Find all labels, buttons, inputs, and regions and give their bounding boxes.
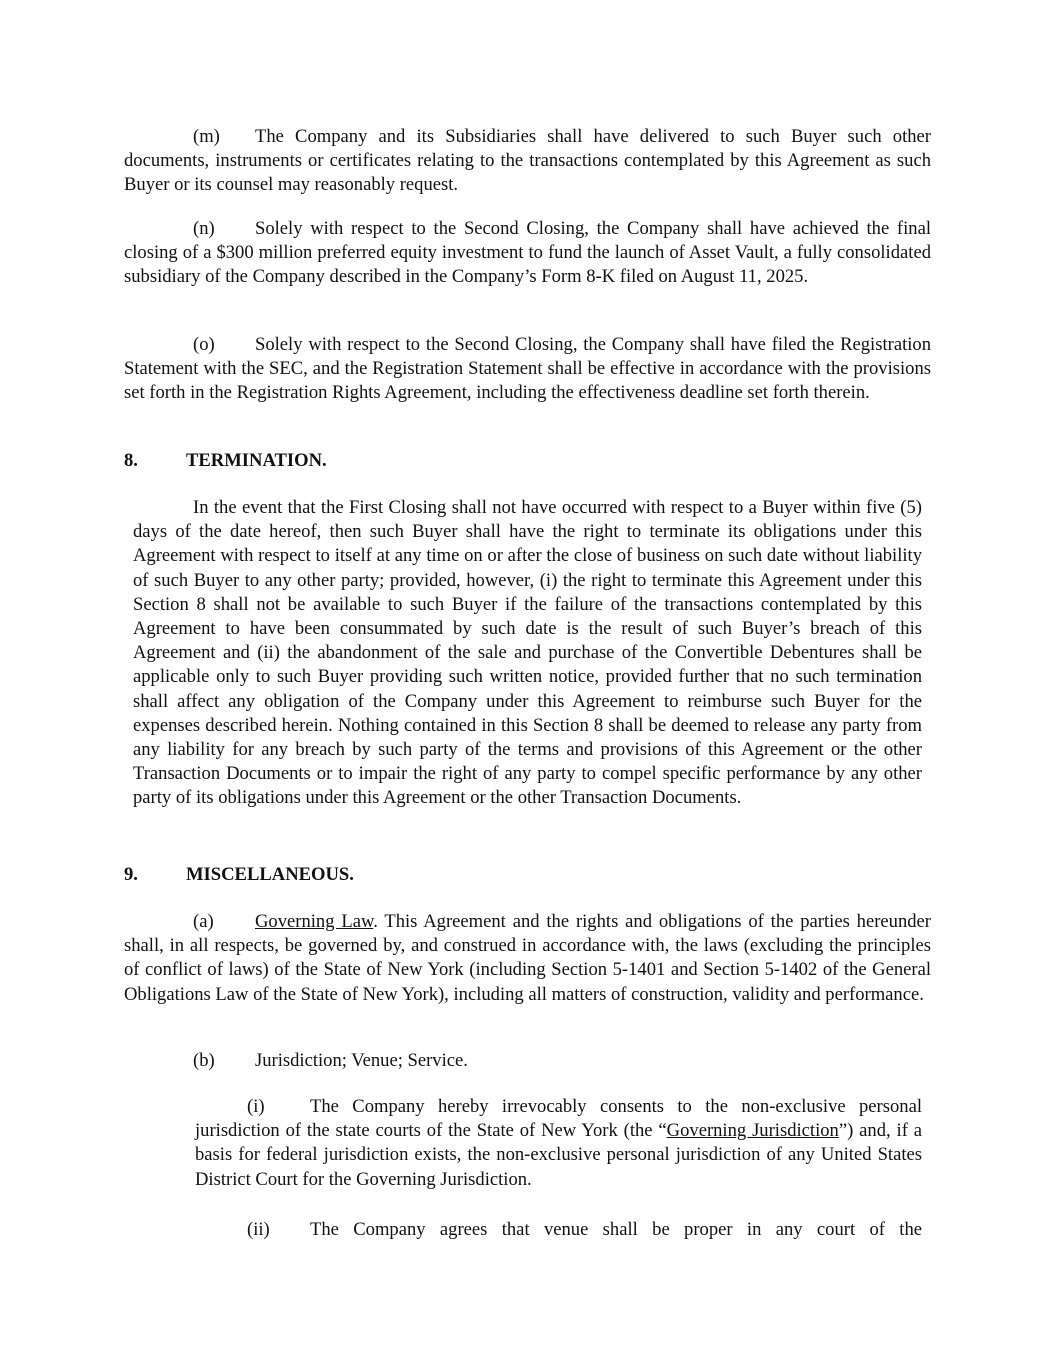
paragraph-label: (ii) bbox=[247, 1219, 270, 1240]
paragraph-a bbox=[124, 910, 931, 1007]
paragraph-o bbox=[124, 333, 931, 406]
paragraph-label: (b) bbox=[193, 1050, 215, 1071]
paragraph-text: The Company hereby irrevocably consents to the non-exclusive personal jurisdiction of the state courts of the State of New York (the “ bbox=[195, 1096, 922, 1142]
paragraph-text: The Company and its Subsidiaries shall have delivered to such Buyer such other documents, instruments or certificates relating to the transactions contemplated by this Agreement as such Buyer or its counsel may reasonably request. bbox=[124, 126, 931, 196]
termination-body bbox=[133, 496, 922, 811]
paragraph-text: In the event that the First Closing shall not have occurred with respect to a Buyer within five (5) days of the date hereof, then such Buyer shall have the right to terminate its obligations under this Agreement with respect to itself at any time on or after the close of business on such date without liability of such Buyer to any other party; provided, however, (i) the right to terminate this Agreement under this Section 8 shall not be available to such Buyer if the failure of the transactions contemplated by this Agreement to have been consummated by such date is the result of such Buyer’s breach of this Agreement and (ii) the abandonment of the sale and purchase of the Convertible Debentures shall be applicable only to such Buyer providing such written notice, provided further that no such termination shall affect any obligation of the Company under this Agreement to reimburse such Buyer for the expenses described herein. Nothing contained in this Section 8 shall be deemed to release any party from any liability for any breach by such party of the terms and provisions of this Agreement or the other Transaction Documents or to impair the right of any party to compel specific performance by any other party of its obligations under this Agreement or the other Transaction Documents. bbox=[133, 497, 922, 809]
paragraph-label: (a) bbox=[193, 911, 214, 932]
paragraph-b-i bbox=[195, 1095, 922, 1192]
section-heading-termination bbox=[124, 449, 327, 473]
paragraph-n bbox=[124, 217, 931, 290]
paragraph-label: (i) bbox=[247, 1096, 265, 1117]
paragraph-text: The Company agrees that venue shall be proper in any court of the bbox=[310, 1219, 922, 1240]
section-number: 8. bbox=[124, 450, 138, 471]
defined-term-governing-law: Governing Law bbox=[255, 911, 374, 932]
paragraph-text: ”) and, if a basis for federal jurisdiction exists, the non-exclusive personal jurisdiction of any United States District Court for the Governing Jurisdiction. bbox=[195, 1120, 923, 1190]
paragraph-b bbox=[193, 1049, 468, 1073]
paragraph-text: Jurisdiction; Venue; Service. bbox=[255, 1050, 468, 1071]
paragraph-label: (n) bbox=[193, 218, 215, 239]
section-title: MISCELLANEOUS. bbox=[186, 864, 354, 885]
paragraph-label: (m) bbox=[193, 126, 220, 147]
paragraph-m bbox=[124, 125, 931, 198]
section-number: 9. bbox=[124, 864, 138, 885]
paragraph-label: (o) bbox=[193, 334, 215, 355]
section-heading-miscellaneous bbox=[124, 863, 354, 887]
paragraph-text: Solely with respect to the Second Closing, the Company shall have achieved the final closing of a $300 million preferred equity investment to fund the launch of Asset Vault, a fully consolidated subsidiary of the Company described in the Company’s Form 8-K filed on August 11, 2025. bbox=[124, 218, 931, 288]
defined-term-governing-jurisdiction: Governing Jurisdiction bbox=[666, 1120, 839, 1142]
paragraph-text: Solely with respect to the Second Closing, the Company shall have filed the Registration Statement with the SEC, and the Registration Statement shall be effective in accordance with the provisions set forth in the Registration Rights Agreement, including the effectiveness deadline set forth therein. bbox=[124, 334, 931, 404]
section-title: TERMINATION. bbox=[186, 450, 327, 471]
paragraph-text: . This Agreement and the rights and obligations of the parties hereunder shall, in all respects, be governed by, and construed in accordance with, the laws (excluding the principles of conflict of laws) of the State of New York (including Section 5-1401 and Section 5-1402 of the General Obligations Law of the State of New York), including all matters of construction, validity and performance. bbox=[124, 911, 931, 1005]
paragraph-b-ii bbox=[195, 1218, 922, 1242]
